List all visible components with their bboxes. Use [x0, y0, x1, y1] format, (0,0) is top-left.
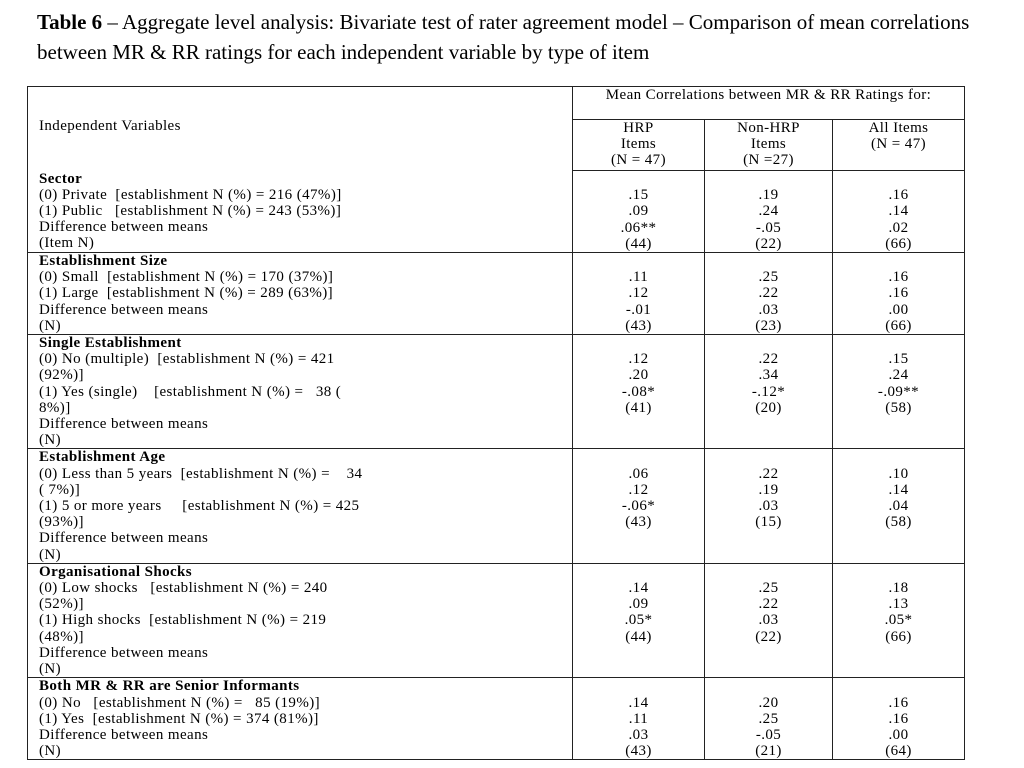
values-all [833, 171, 965, 253]
variable-line: Difference between means [39, 219, 209, 236]
value-cell: .25 [758, 269, 779, 286]
variable-line: (1) Public [establishment N (%) = 243 (53%)] [39, 202, 342, 219]
values-nonhrp [705, 335, 833, 449]
independent-variables-header [28, 87, 573, 171]
value-cell: .06 [628, 465, 649, 482]
values-nonhrp [705, 253, 833, 335]
value-cell: .13 [888, 596, 909, 613]
value-cell: -.06* [621, 498, 656, 515]
value-cell: (41) [625, 399, 652, 416]
value-cell: .03 [758, 612, 779, 629]
value-cell: -.08* [621, 383, 656, 400]
col-header-hrp: HRP Items (N = 47) [573, 120, 705, 171]
value-cell: (23) [755, 317, 782, 334]
variable-line: (1) 5 or more years [establishment N (%) = 425 [39, 498, 360, 515]
section-title: Establishment Age [39, 449, 166, 466]
value-cell: .16 [888, 187, 909, 204]
variable-line: Difference between means [39, 644, 209, 661]
values-nonhrp [705, 449, 833, 563]
value-cell: .09 [628, 203, 649, 220]
value-cell: -.09** [877, 383, 920, 400]
section-row [28, 253, 965, 335]
variable-line: (52%)] [39, 596, 84, 613]
values-all [833, 563, 965, 677]
value-cell: .00 [888, 726, 909, 743]
value-cell: .12 [628, 351, 649, 368]
values-hrp [573, 678, 705, 760]
value-cell: .19 [758, 481, 779, 498]
mean-correlations-header: Mean Correlations between MR & RR Ratings for: [573, 87, 965, 120]
variable-line: (48%)] [39, 628, 84, 645]
value-cell: (21) [755, 743, 782, 760]
value-cell: .25 [758, 580, 779, 597]
value-cell: .05* [884, 612, 913, 629]
value-cell: .20 [628, 367, 649, 384]
value-cell: (43) [625, 743, 652, 760]
variable-line: (0) Private [establishment N (%) = 216 (47%)] [39, 186, 342, 203]
value-cell: .03 [758, 498, 779, 515]
section-row [28, 171, 965, 253]
variable-line: (N) [39, 432, 62, 449]
variable-line: (Item N) [39, 235, 95, 252]
values-nonhrp [705, 563, 833, 677]
col-header-non-hrp: Non-HRP Items (N =27) [705, 120, 833, 171]
variable-line: (0) Small [establishment N (%) = 170 (37%)] [39, 269, 334, 286]
value-cell: .22 [758, 465, 779, 482]
value-cell: .19 [758, 187, 779, 204]
value-cell: .20 [758, 694, 779, 711]
section-row [28, 449, 965, 563]
variable-line: (1) High shocks [establishment N (%) = 219 [39, 612, 327, 629]
values-hrp [573, 449, 705, 563]
value-cell: .15 [888, 351, 909, 368]
section-variables [28, 449, 573, 563]
value-cell: .11 [628, 269, 649, 286]
value-cell: .18 [888, 580, 909, 597]
value-cell: .16 [888, 285, 909, 302]
value-cell: .22 [758, 285, 779, 302]
value-cell: .04 [888, 498, 909, 515]
value-cell: .03 [628, 726, 649, 743]
variable-line: (0) Low shocks [establishment N (%) = 240 [39, 580, 328, 597]
independent-variables-label: Independent Variables [39, 118, 181, 134]
value-cell: .16 [888, 710, 909, 727]
value-cell: .12 [628, 285, 649, 302]
section-row [28, 563, 965, 677]
variable-line: (N) [39, 317, 62, 334]
value-cell: (58) [885, 514, 912, 531]
caption-label: Table 6 [37, 10, 103, 34]
header-row [28, 87, 965, 120]
value-cell: .10 [888, 465, 909, 482]
value-cell: (43) [625, 317, 652, 334]
value-cell: (66) [885, 628, 912, 645]
value-cell: (20) [755, 399, 782, 416]
value-cell: -.05 [755, 726, 782, 743]
values-all [833, 449, 965, 563]
variable-line: Difference between means [39, 301, 209, 318]
value-cell: .34 [758, 367, 779, 384]
values-all [833, 253, 965, 335]
value-cell: .09 [628, 596, 649, 613]
value-cell: (44) [625, 628, 652, 645]
value-cell: .16 [888, 269, 909, 286]
section-variables [28, 335, 573, 449]
value-cell: .05* [624, 612, 653, 629]
values-hrp [573, 171, 705, 253]
section-variables [28, 171, 573, 253]
value-cell: (22) [755, 235, 782, 252]
value-cell: -.12* [751, 383, 786, 400]
value-cell: .25 [758, 710, 779, 727]
value-cell: (58) [885, 399, 912, 416]
variable-line: Difference between means [39, 726, 209, 743]
table-caption [37, 7, 1002, 67]
value-cell: .12 [628, 481, 649, 498]
variable-line: (0) Less than 5 years [establishment N (%) = 34 [39, 465, 363, 482]
value-cell: .15 [628, 187, 649, 204]
value-cell: (64) [885, 743, 912, 760]
correlation-table [27, 86, 965, 760]
value-cell: -.05 [755, 219, 782, 236]
values-all [833, 335, 965, 449]
value-cell: .14 [888, 481, 909, 498]
value-cell: (15) [755, 514, 782, 531]
variable-line: (0) No (multiple) [establishment N (%) = 421 [39, 351, 335, 368]
section-variables [28, 563, 573, 677]
value-cell: .02 [888, 219, 909, 236]
value-cell: (43) [625, 514, 652, 531]
caption-text: – Aggregate level analysis: Bivariate test of rater agreement model – Comparison of mean correlations between MR & RR ratings for each independent variable by type of item [37, 10, 970, 64]
section-title: Both MR & RR are Senior Informants [39, 678, 300, 695]
variable-line: (N) [39, 743, 62, 760]
value-cell: .11 [628, 710, 649, 727]
section-title: Establishment Size [39, 253, 168, 270]
value-cell: .24 [758, 203, 779, 220]
values-all [833, 678, 965, 760]
variable-line: (N) [39, 661, 62, 678]
variable-line: ( 7%)] [39, 481, 81, 498]
section-row [28, 678, 965, 760]
value-cell: .06** [620, 219, 657, 236]
section-row [28, 335, 965, 449]
value-cell: .16 [888, 694, 909, 711]
variable-line: 8%)] [39, 399, 71, 416]
variable-line: Difference between means [39, 530, 209, 547]
variable-line: (N) [39, 546, 62, 563]
variable-line: Difference between means [39, 416, 209, 433]
values-nonhrp [705, 678, 833, 760]
col-header-all-items: All Items (N = 47) [833, 120, 965, 171]
value-cell: .14 [628, 694, 649, 711]
section-title: Single Establishment [39, 335, 182, 352]
value-cell: .00 [888, 301, 909, 318]
variable-line: (93%)] [39, 514, 84, 531]
variable-line: (1) Large [establishment N (%) = 289 (63%)] [39, 285, 334, 302]
value-cell: .14 [888, 203, 909, 220]
section-title: Sector [39, 170, 83, 187]
value-cell: .22 [758, 596, 779, 613]
section-variables [28, 678, 573, 760]
section-variables [28, 253, 573, 335]
values-hrp [573, 253, 705, 335]
values-hrp [573, 563, 705, 677]
value-cell: .14 [628, 580, 649, 597]
value-cell: (66) [885, 235, 912, 252]
section-title: Organisational Shocks [39, 563, 193, 580]
value-cell: .22 [758, 351, 779, 368]
value-cell: .03 [758, 301, 779, 318]
variable-line: (1) Yes (single) [establishment N (%) = 38 ( [39, 383, 342, 400]
variable-line: (1) Yes [establishment N (%) = 374 (81%)] [39, 710, 319, 727]
variable-line: (0) No [establishment N (%) = 85 (19%)] [39, 694, 321, 711]
variable-line: (92%)] [39, 367, 84, 384]
value-cell: -.01 [625, 301, 652, 318]
value-cell: (22) [755, 628, 782, 645]
value-cell: (44) [625, 235, 652, 252]
values-nonhrp [705, 171, 833, 253]
value-cell: .24 [888, 367, 909, 384]
value-cell: (66) [885, 317, 912, 334]
values-hrp [573, 335, 705, 449]
